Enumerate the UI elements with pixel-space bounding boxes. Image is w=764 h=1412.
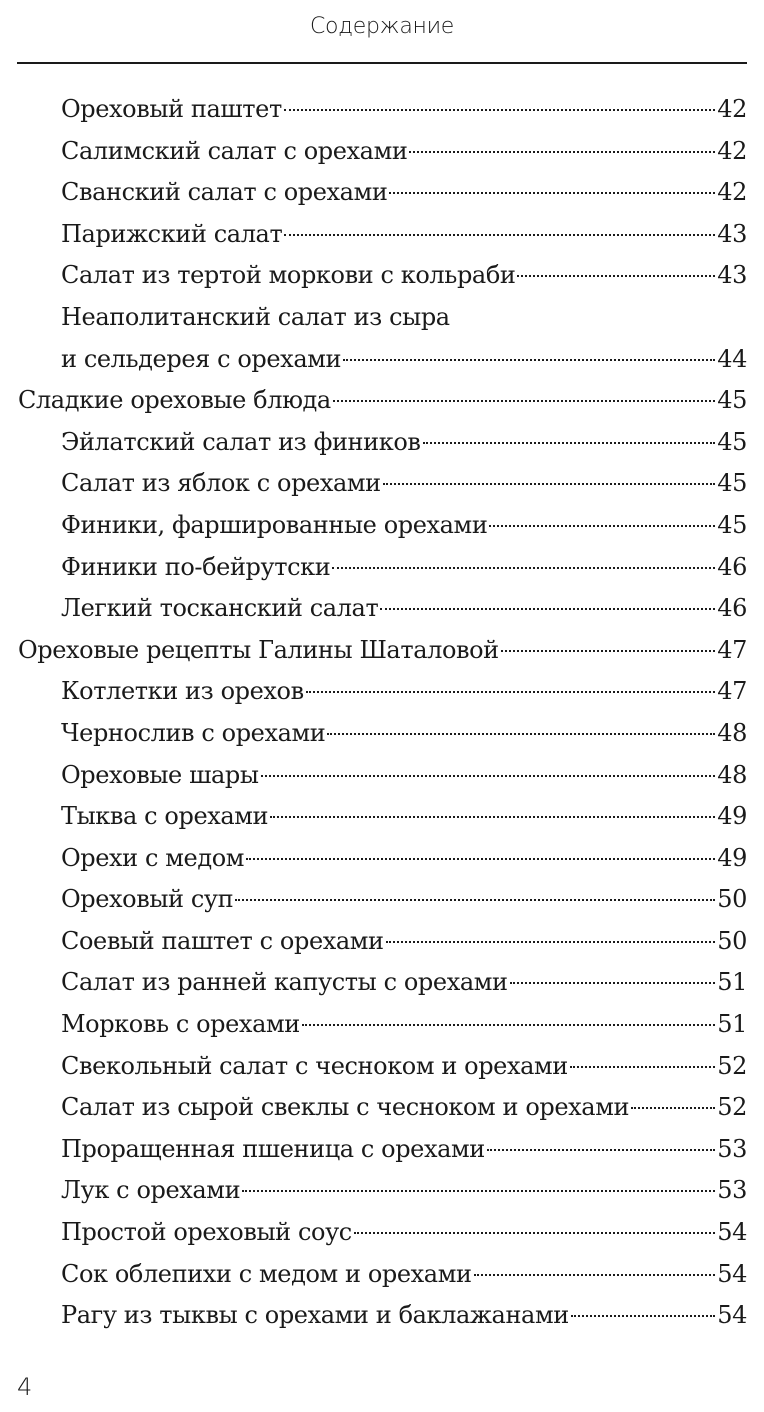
dot-leader [389,192,715,194]
dot-leader [242,1190,715,1192]
toc-entry-title: Салат из яблок с орехами [61,469,381,498]
toc-entry-page: 50 [717,885,747,914]
dot-leader [386,941,716,943]
header-rule [17,62,747,64]
toc-entry-title: Эйлатский салат из фиников [61,427,421,456]
toc-entry-page: 52 [717,1051,747,1080]
toc-entry [0,921,764,963]
dot-leader [246,858,715,860]
toc-entry-title: Лук с орехами [61,1176,241,1205]
toc-entry [0,879,764,921]
toc-entry [0,422,764,464]
toc-entry-page: 42 [717,136,747,165]
dot-leader [302,1024,715,1026]
toc-entry-title: Орехи с медом [61,843,245,872]
toc-entry [0,796,764,838]
toc-entry [0,1004,764,1046]
dot-leader [380,608,715,610]
toc-entry [0,505,764,547]
toc-entry-title: Проращенная пшеница с орехами [61,1134,485,1163]
dot-leader [354,1232,715,1234]
dot-leader [423,442,716,444]
dot-leader [409,151,715,153]
dot-leader [631,1107,715,1109]
toc-entry [0,1212,764,1254]
toc-entry-title: Финики по-бейрутски [61,552,331,581]
toc-entry [0,755,764,797]
toc-entry [0,172,764,214]
toc-entry [0,547,764,589]
toc-entry-page: 54 [717,1259,747,1288]
toc-entry-page: 54 [717,1218,747,1247]
dot-leader [501,650,715,652]
toc-entry-page: 44 [717,344,747,373]
toc-entry-page: 48 [717,760,747,789]
toc-entry-page: 51 [717,968,747,997]
toc-entry-title: Легкий тосканский салат [61,594,379,623]
toc-entry-page: 50 [717,926,747,955]
dot-leader [489,525,715,527]
dot-leader [571,1315,715,1317]
toc-entry [0,962,764,1004]
toc-section-entry [0,380,764,422]
dot-leader [487,1149,715,1151]
toc-entry-page: 42 [717,95,747,123]
toc-entry-title: Сок облепихи с медом и орехами [61,1259,472,1288]
table-of-contents [0,89,764,1337]
toc-entry [0,671,764,713]
toc-entry [0,1129,764,1171]
toc-entry-title: Соевый паштет с орехами [61,926,384,955]
toc-entry-page: 48 [717,718,747,747]
toc-entry-page: 46 [717,594,747,623]
dot-leader [570,1066,715,1068]
toc-entry [0,463,764,505]
toc-entry-page: 52 [717,1093,747,1122]
toc-entry [0,588,764,630]
toc-entry-title: Финики, фаршированные орехами [61,510,488,539]
toc-entry-page: 49 [717,843,747,872]
toc-entry-title: Тыква с орехами [61,802,269,831]
toc-entry-title: Сладкие ореховые блюда [18,386,331,415]
toc-entry-title: Рагу из тыквы с орехами и баклажанами [61,1301,569,1330]
toc-entry-page: 47 [717,635,747,664]
dot-leader [327,733,715,735]
dot-leader [474,1274,716,1276]
toc-entry [0,214,764,256]
toc-entry [0,1046,764,1088]
toc-entry-title: Ореховый паштет [61,95,282,123]
toc-entry-title: Салат из ранней капусты с орехами [61,968,508,997]
toc-entry-page: 54 [717,1301,747,1330]
toc-entry-title: Ореховые шары [61,760,259,789]
toc-entry-title: Чернослив с орехами [61,718,326,747]
toc-section-entry [0,630,764,672]
toc-entry [0,838,764,880]
toc-entry-title: Ореховый суп [61,885,234,914]
dot-leader [510,982,716,984]
running-header: Содержание [309,14,455,39]
dot-leader [235,899,715,901]
dot-leader [332,567,715,569]
dot-leader [261,775,716,777]
toc-entry-page: 49 [717,802,747,831]
toc-entry [0,131,764,173]
toc-entry [0,1087,764,1129]
toc-entry-page: 46 [717,552,747,581]
dot-leader [517,275,715,277]
toc-entry-title: Салат из тертой моркови с кольраби [61,261,516,290]
toc-entry-title: Ореховые рецепты Галины Шаталовой [18,635,499,664]
toc-entry-title: Салат из сырой свеклы с чесноком и орехами [61,1093,630,1122]
toc-entry [0,1170,764,1212]
toc-entry-page: 53 [717,1176,747,1205]
toc-entry [0,297,764,339]
dot-leader [343,359,715,361]
toc-entry-page: 47 [717,677,747,706]
toc-entry-page: 51 [717,1010,747,1039]
toc-entry-title: Неаполитанский салат из сыра [61,302,450,331]
toc-entry [0,89,764,131]
toc-entry-page: 45 [717,469,747,498]
toc-entry-title: Парижский салат [61,219,283,248]
toc-entry-title: Морковь с орехами [61,1010,300,1039]
toc-entry [0,339,764,381]
dot-leader [284,109,715,111]
toc-entry-page: 45 [717,386,747,415]
toc-entry-page: 42 [717,178,747,207]
dot-leader [306,691,716,693]
toc-entry [0,1295,764,1337]
toc-entry [0,713,764,755]
toc-entry-page: 45 [717,427,747,456]
toc-entry-title: и сельдерея с орехами [61,344,342,373]
toc-entry-title: Котлетки из орехов [61,677,304,706]
page-number: 4 [17,1373,33,1401]
dot-leader [383,483,715,485]
dot-leader [270,816,715,818]
toc-entry-page: 43 [717,219,747,248]
toc-entry [0,1254,764,1296]
toc-entry-page: 53 [717,1134,747,1163]
toc-entry-title: Простой ореховый соус [61,1218,352,1247]
toc-entry-title: Сванский салат с орехами [61,178,388,207]
toc-entry-page: 43 [717,261,747,290]
toc-entry-title: Салимский салат с орехами [61,136,408,165]
toc-entry-page: 45 [717,510,747,539]
toc-entry [0,255,764,297]
dot-leader [333,400,715,402]
dot-leader [284,234,715,236]
toc-entry-title: Свекольный салат с чесноком и орехами [61,1051,568,1080]
